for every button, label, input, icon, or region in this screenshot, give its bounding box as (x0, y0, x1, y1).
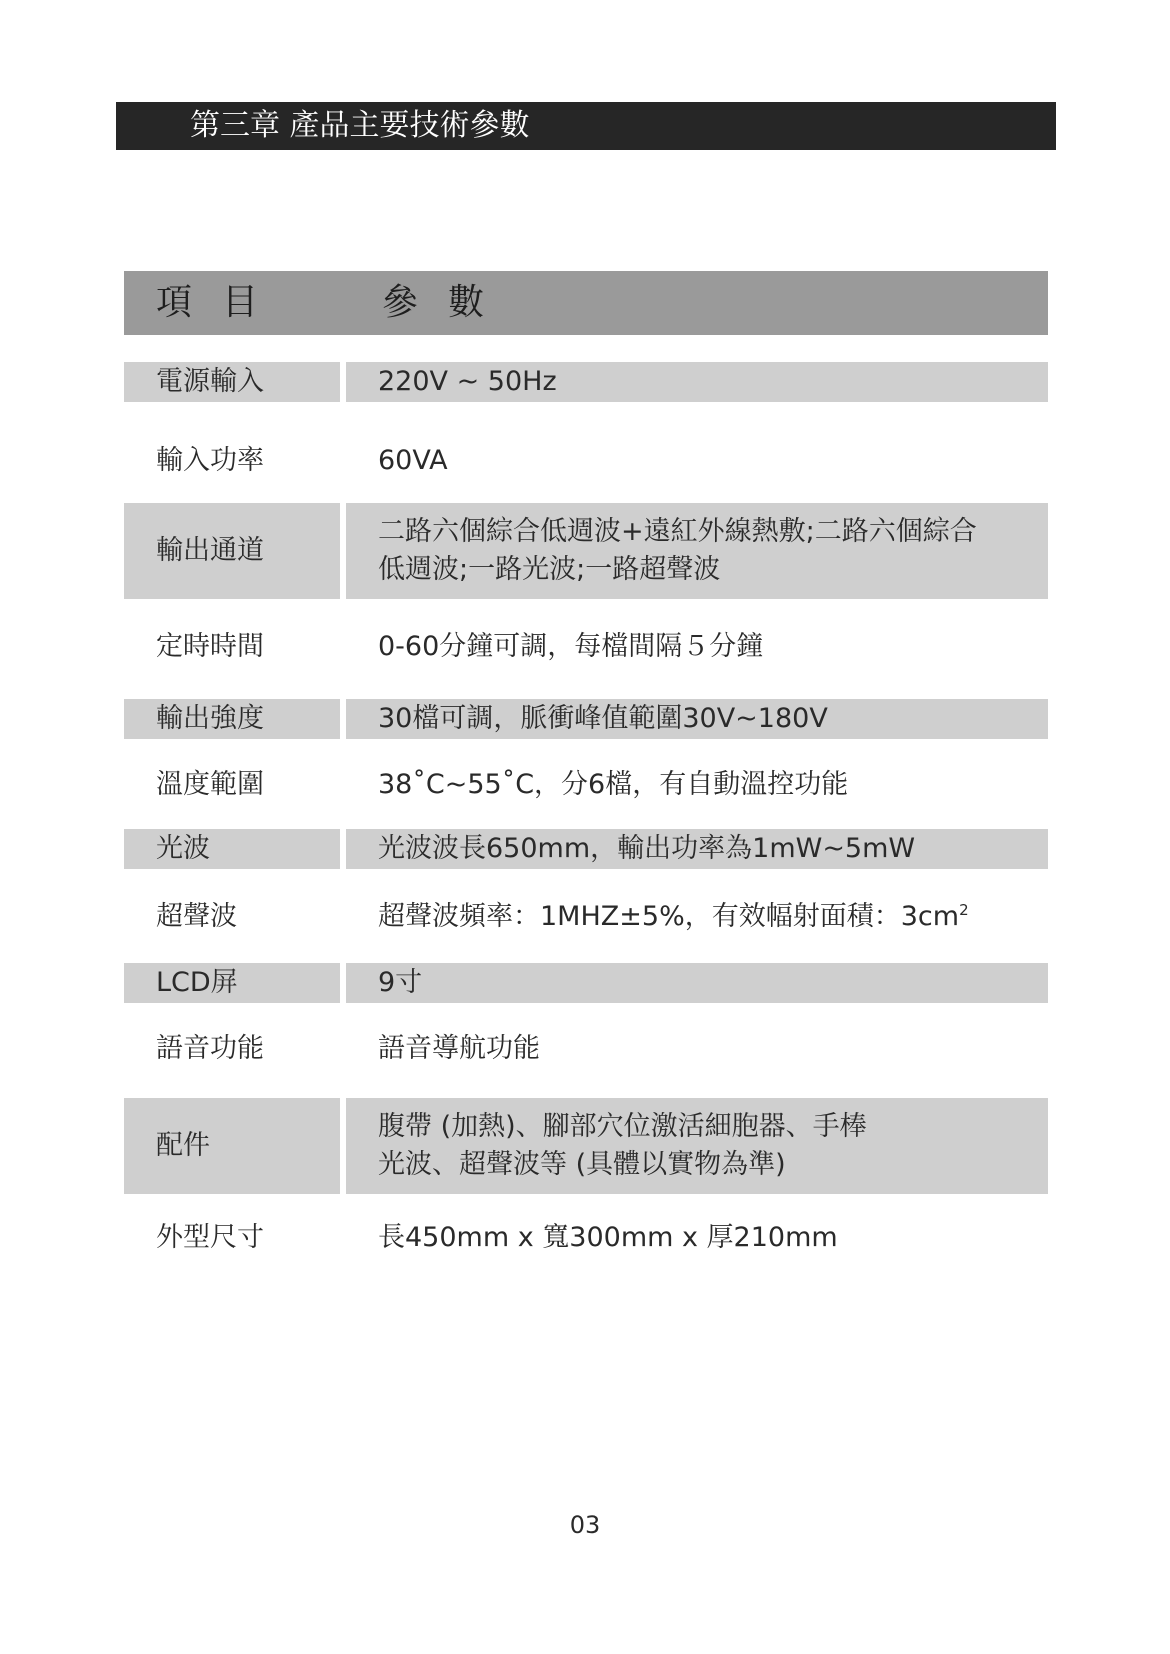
row-value-cell (346, 627, 1048, 667)
spec-row-dimensions (124, 1218, 1048, 1258)
row-label-cell (124, 963, 340, 1003)
row-value (378, 1108, 867, 1184)
row-value-cell (346, 963, 1048, 1003)
spec-row-timer (124, 627, 1048, 667)
row-value: 9寸 (378, 967, 423, 998)
row-value: 長450mm x 寬300mm x 厚210mm (378, 1222, 838, 1253)
row-value-cell (346, 765, 1048, 805)
row-label-cell (124, 829, 340, 869)
row-value: 60VA (378, 445, 448, 476)
row-label-cell (124, 765, 340, 805)
spec-row-output-channels (124, 503, 1048, 599)
header-item-label: 項目 (156, 282, 289, 323)
row-label: 輸入功率 (156, 445, 264, 476)
row-value (378, 898, 969, 936)
row-label: 光波 (156, 833, 210, 864)
row-label-cell (124, 441, 340, 481)
row-value-cell (346, 441, 1048, 481)
row-value: 語音導航功能 (378, 1033, 540, 1064)
row-value-line: 低週波;一路光波;一路超聲波 (378, 554, 721, 585)
row-label-cell (124, 503, 340, 599)
row-label: 輸出通道 (156, 535, 264, 566)
row-value-text: 超聲波頻率：1MHZ±5%，有效幅射面積：3cm (378, 901, 960, 932)
row-label: 外型尺寸 (156, 1222, 264, 1253)
spec-row-input-power (124, 441, 1048, 481)
chapter-header-bar (116, 102, 1056, 150)
row-value-line: 光波、超聲波等 (具體以實物為準) (378, 1149, 786, 1180)
row-value-line: 二路六個綜合低週波+遠紅外線熱敷;二路六個綜合 (378, 516, 977, 547)
row-value-cell (346, 699, 1048, 739)
spec-row-temperature (124, 765, 1048, 805)
page-number: 03 (569, 1511, 601, 1539)
row-label: LCD屏 (156, 967, 238, 998)
row-value: 220V ~ 50Hz (378, 366, 557, 397)
spec-row-power-input (124, 362, 1048, 402)
row-label-cell (124, 362, 340, 402)
row-value (378, 513, 977, 589)
spec-row-accessories (124, 1098, 1048, 1194)
row-label: 配件 (156, 1130, 210, 1161)
row-label-cell (124, 1218, 340, 1258)
row-value-cell (346, 1098, 1048, 1194)
row-label-cell (124, 627, 340, 667)
row-label: 電源輸入 (156, 366, 264, 397)
row-value-cell (346, 1029, 1048, 1069)
row-value-cell (346, 1218, 1048, 1258)
row-value-cell (346, 829, 1048, 869)
row-label: 溫度範圍 (156, 769, 264, 800)
spec-row-voice (124, 1029, 1048, 1069)
superscript: 2 (959, 901, 969, 919)
row-label: 定時時間 (156, 631, 264, 662)
header-param-label: 參數 (382, 282, 515, 323)
row-value: 0-60分鐘可調，每檔間隔５分鐘 (378, 631, 764, 662)
row-value-cell (346, 897, 1048, 937)
row-label: 超聲波 (156, 901, 237, 932)
row-label: 輸出強度 (156, 703, 264, 734)
spec-row-lcd (124, 963, 1048, 1003)
row-label: 語音功能 (156, 1033, 264, 1064)
spec-row-ultrasound (124, 897, 1048, 937)
row-label-cell (124, 1098, 340, 1194)
row-value-cell (346, 503, 1048, 599)
row-value: 光波波長650mm，輸出功率為1mW~5mW (378, 833, 916, 864)
row-value-cell (346, 362, 1048, 402)
row-value-line: 腹帶 (加熱)、腳部穴位激活細胞器、手棒 (378, 1111, 867, 1142)
chapter-title: 第三章 產品主要技術參數 (190, 108, 530, 143)
spec-row-output-intensity (124, 699, 1048, 739)
spec-row-light-wave (124, 829, 1048, 869)
row-label-cell (124, 897, 340, 937)
row-value: 30檔可調，脈衝峰值範圍30V~180V (378, 703, 828, 734)
spec-table-header (124, 271, 1048, 335)
row-label-cell (124, 1029, 340, 1069)
row-value: 38˚C~55˚C，分6檔，有自動溫控功能 (378, 769, 849, 800)
row-label-cell (124, 699, 340, 739)
